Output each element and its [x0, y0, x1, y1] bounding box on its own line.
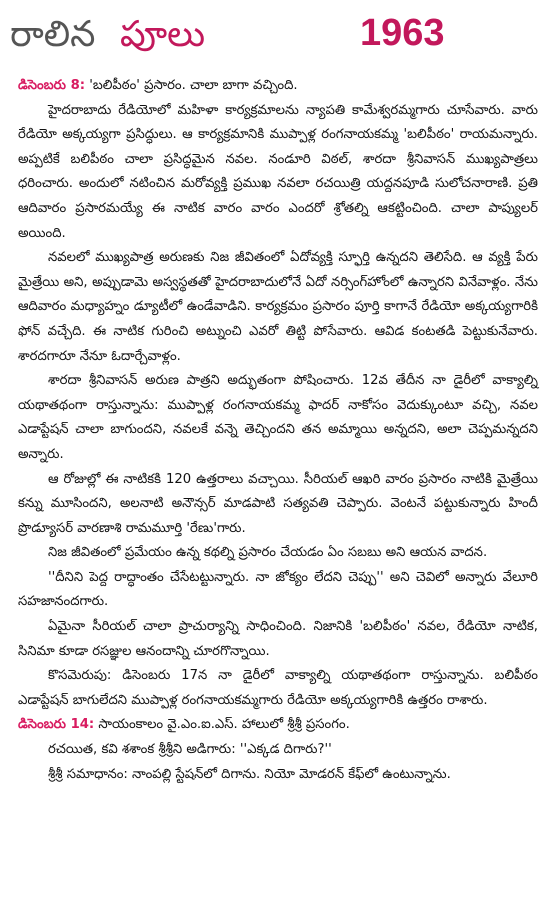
- entry-headline-2: సాయంకాలం వై.ఎం.ఐ.ఎస్. హాలులో శ్రీశ్రీ ప్రసంగం.: [94, 717, 350, 733]
- paragraph-5: నిజ జీవితంలో ప్రమేయం ఉన్న కథల్ని ప్రసారం చేయడం ఏం సబబు అని ఆయన వాదన.: [48, 545, 488, 561]
- paragraph-1: హైదరాబాదు రేడియోలో మహిళా కార్యక్రమాలను న్యాపతి కామేశ్వరమ్మగారు చూసేవారు. వారు రేడియో అక్కయ్యగా ప్రసిద్ధులు. ఆ కార్యక్రమానికి ముప్పాళ్ల రంగనాయకమ్మ 'బలిపీఠం' రాయమన్నారు. అప్పటికే బలిపీఠం చాలా ప్రసిద్ధమైన నవల. నండూరి విఠల్, శారదా శ్రీనివాసన్ ముఖ్యపాత్రలు ధరించారు. అందులో నటించిన మరోవ్యక్తి ప్రముఖ నవలా రచయిత్రి యద్దనపూడి సులోచనారాణి. ప్రతి ఆదివారం ప్రసారమయ్యే ఈ నాటిక వారం వారం ఎందరో శ్రోతల్ని ఆకట్టించింది. చాలా పాప్యులర్ అయింది.: [18, 102, 538, 241]
- paragraph-4: ఆ రోజుల్లో ఈ నాటికకి 120 ఉత్తరాలు వచ్చాయి. సీరియల్ ఆఖరి వారం ప్రసారం నాటికి మైత్రేయి కన్ను మూసిందని, అలనాటి అనౌన్సర్ మాడపాటి సత్యవతి చెప్పారు. వెంటనే పట్టుకున్నారు హిందీ ప్రొడ్యూసర్ వారణాశి రామమూర్తి 'రేణు'గారు.: [18, 471, 538, 536]
- year-label: 1963: [360, 12, 445, 54]
- tail-paragraph-2: శ్రీశ్రీ సమాధానం: నాంపల్లి స్టేషన్‌లో దిగాను. నియో మోడరన్ కేఫ్‌లో ఉంటున్నాను.: [48, 766, 451, 782]
- entry-dateline: [18, 74, 538, 99]
- paragraph-7: ఏమైనా సీరియల్ చాలా ప్రాచుర్యాన్ని సాధించింది. నిజానికి 'బలిపీఠం' నవల, రేడియో నాటిక, సినిమా కూడా రసజ్ఞుల ఆనందాన్ని చూరగొన్నాయి.: [18, 619, 538, 659]
- paragraph-6: ''దీనిని పెద్ద రాద్ధాంతం చేసేటట్టున్నారు. నా జోక్యం లేదని చెప్పు'' అని చెవిలో అన్నారు వేలూరి సహజానందగారు.: [18, 569, 538, 610]
- entry-date: డిసెంబరు 8:: [18, 78, 86, 93]
- entry-headline: 'బలిపీఠం' ప్రసారం. చాలా బాగా వచ్చింది.: [85, 78, 298, 93]
- entry-dateline-2: [18, 713, 538, 738]
- document-body: [18, 74, 538, 787]
- paragraph-3: శారదా శ్రీనివాసన్ అరుణ పాత్రని అద్భుతంగా పోషించారు. 12వ తేదీన నా డైరీలో వాక్యాల్ని యథాతథంగా రాస్తున్నాను: ముప్పాళ్ల రంగనాయకమ్మ ఫాదర్ నాకోసం వెదుక్కుంటూ వచ్చి, నవల ఎడాప్టేషన్ చాలా బాగుందని, నవలకే వన్నె తెచ్చిందని తన అమ్మాయి అన్నదని, అలా చెప్పమన్నదని అన్నారు.: [18, 373, 538, 462]
- title-part-2: పూలు: [120, 14, 206, 55]
- paragraph-8: కొసమెరుపు: డిసెంబరు 17న నా డైరీలో వాక్యాల్ని యథాతథంగా రాస్తున్నాను. బలిపీఠం ఎడాప్టేషన్ బాగులేదని ముప్పాళ్ల రంగనాయకమ్మగారు రేడియో అక్కయ్యగారికి ఉత్తరం రాశారు.: [18, 668, 538, 708]
- tail-paragraph-1: రచయిత, కవి శశాంక శ్రీశ్రీని అడిగారు: ''ఎక్కడ దిగారు?'': [48, 742, 332, 758]
- paragraph-2: నవలలో ముఖ్యపాత్ర అరుణకు నిజ జీవితంలో ఏదోవ్యక్తి స్ఫూర్తి ఉన్నదని తెలిసేది. ఆ వ్యక్తి పేరు మైత్రేయి అని, అప్పుడామె అస్వస్థతతో హైదరాబాదులోనే ఏదో నర్సింగ్‌హోంలో ఉన్నారని వినేవాళ్లం. నేను ఆదివారం మధ్యాహ్నం డ్యూటీలో ఉండేవాడిని. కార్యక్రమం ప్రసారం పూర్తి కాగానే రేడియో అక్కయ్యగారికి ఫోన్ వచ్చేది. ఈ నాటిక గురించి అట్నుంచి ఎవరో తిట్టి పోసేవారు. ఆవిడ కంటతడి పెట్టుకునేవారు. శారదగారూ నేనూ ఓదార్చేవాళ్లం.: [18, 250, 538, 364]
- page-header: [0, 0, 554, 70]
- entry-date-2: డిసెంబరు 14:: [18, 717, 95, 733]
- title-part-1: రాలిన: [10, 14, 96, 55]
